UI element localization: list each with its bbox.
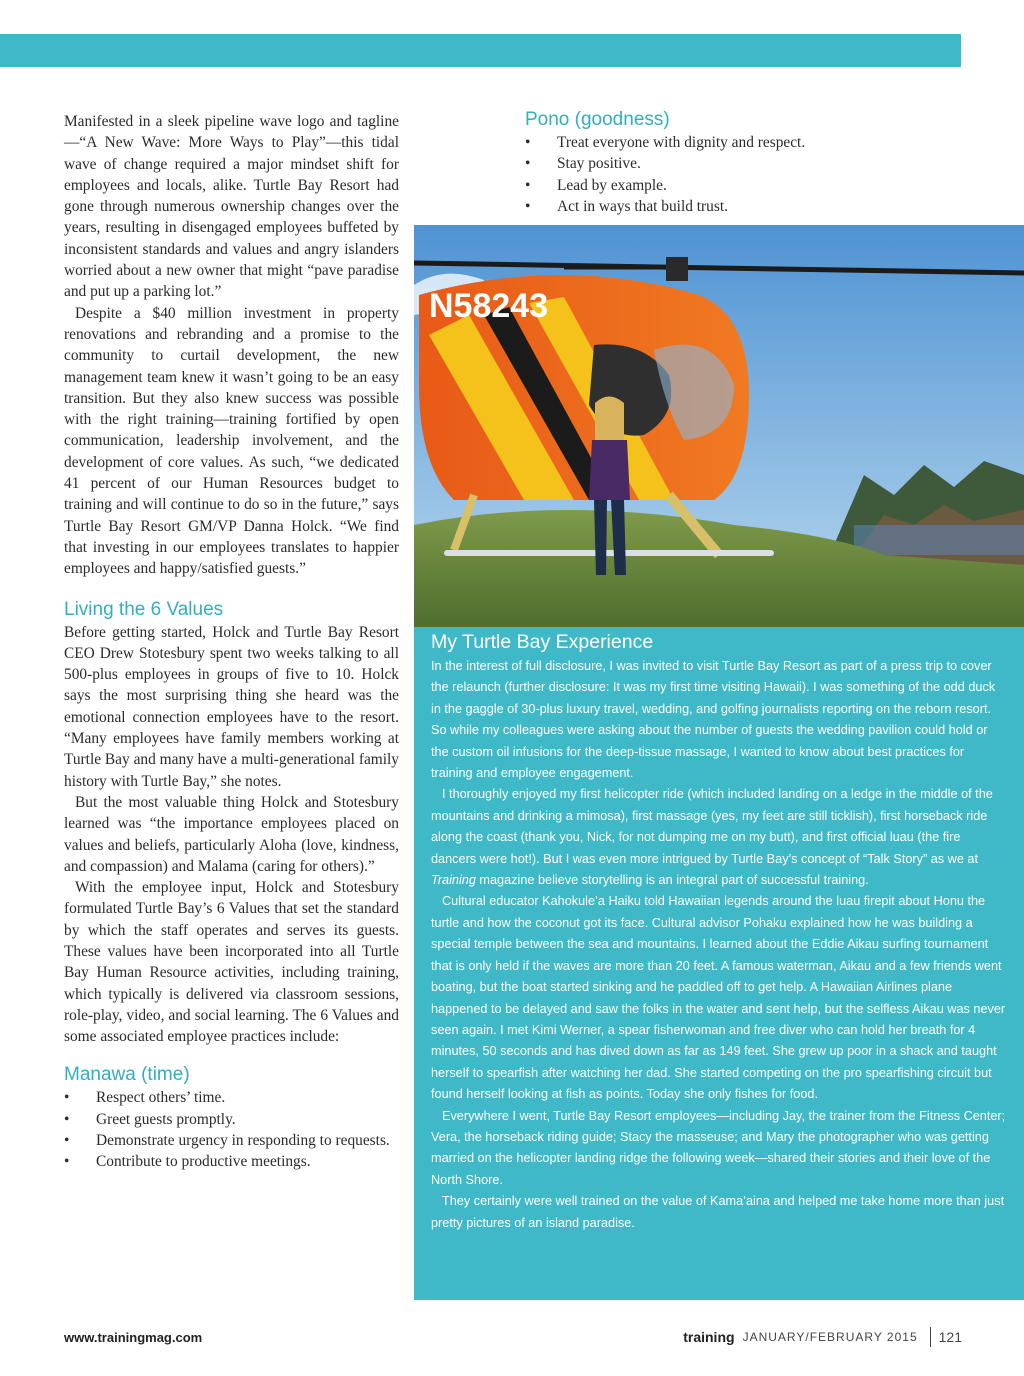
header-band	[0, 34, 961, 67]
bullet-icon: •	[64, 1110, 70, 1128]
footer-url: www.trainingmag.com	[64, 1330, 203, 1345]
sidebar-paragraph: Everywhere I went, Turtle Bay Resort employees—including Jay, the trainer from the Fitness Center; Vera, the horseback riding guide; Stacy the masseuse; and Mary the photographer who was getting married on the helicopter landing ridge the following week—shared their stories and their love of the North Shore.	[431, 1108, 1006, 1187]
body-paragraph: But the most valuable thing Holck and Stotesbury learned was “the importance employees placed on values and beliefs, particularly Aloha (love, kindness, and compassion) and Malama (caring for others).”	[64, 793, 399, 875]
page-number: 121	[938, 1329, 962, 1345]
body-paragraph: Manifested in a sleek pipeline wave logo and tagline—“A New Wave: More Ways to Play”—this tidal wave of change required a major mindset shift for employees and locals, alike. Turtle Bay Resort had gone through numerous ownership changes over the years, resulting in disengaged employees buffeted by inconsistent standards and values and angry islanders worried about a new owner that might “pave paradise and put up a parking lot.”	[64, 113, 399, 301]
section-heading-pono: Pono (goodness)	[525, 109, 670, 130]
body-paragraph: With the employee input, Holck and Stotesbury formulated Turtle Bay’s 6 Values that set the standard by which the staff operates and serves its guests. These values have been incorporated into all Turtle Bay Human Resource activities, including training, which typically is delivered via classroom sessions, role-play, video, and social learning. The 6 Values and some associated employee practices include:	[64, 879, 399, 1046]
list-item-text: Act in ways that build trust.	[557, 197, 728, 215]
list-item	[64, 1087, 399, 1108]
helicopter-illustration	[414, 225, 1024, 627]
helicopter-photo	[414, 225, 1024, 627]
bullet-icon: •	[64, 1132, 70, 1150]
bullet-icon: •	[64, 1089, 70, 1107]
list-item-text: Greet guests promptly.	[96, 1110, 236, 1128]
sidebar-text: I thoroughly enjoyed my first helicopter ride (which included landing on a ledge in the middle of the mountains and drinking a mimosa), first massage (yes, my feet are still ticklish), first horseback ride along the coast (thank you, Nick, for not dumping me on my butt), and first official luau (the fire dancers were hot!). But I was even more intrigued by Turtle Bay’s concept of “Talk Story” as we at	[431, 787, 993, 866]
sidebar-paragraph: They certainly were well trained on the value of Kama’aina and helped me take home more than just pretty pictures of an island paradise.	[431, 1194, 1005, 1230]
bullet-icon: •	[525, 197, 531, 215]
tail-number: N58243	[429, 287, 549, 325]
list-item-text: Stay positive.	[557, 155, 641, 173]
sidebar-text: magazine believe storytelling is an integral part of successful training.	[475, 873, 869, 888]
list-item-text: Lead by example.	[557, 176, 667, 194]
footer-brand: training	[683, 1329, 735, 1345]
list-item	[64, 1130, 399, 1151]
list-item	[525, 132, 965, 153]
sidebar-paragraph	[431, 784, 1008, 891]
footer-issue: JANUARY/FEBRUARY 2015	[742, 1330, 918, 1344]
list-item-text: Contribute to productive meetings.	[96, 1153, 311, 1171]
list-item-text: Respect others’ time.	[96, 1089, 226, 1107]
body-paragraph: Despite a $40 million investment in property renovations and rebranding and a promise to the community to curtail development, the new management team knew it wasn’t going to be an easy transition. But they also knew success was possible with the right training—training fortified by open communication, leadership involvement, and the development of core values. As such, “we dedicated 41 percent of our Human Resources budget to training and will continue to do so in the future,” says Turtle Bay Resort GM/VP Danna Holck. “We find that investing in our employees translates to happier employees and happy/satisfied guests.”	[64, 304, 399, 578]
body-paragraph: Before getting started, Holck and Turtle Bay Resort CEO Drew Stotesbury spent two weeks talking to all 500-plus employees in groups of five to 10. Holck says the most surprising thing she heard was the emotional connection employees have to the resort. “Many employees have family members working at Turtle Bay and many have a multi-generational family history with Turtle Bay,” she notes.	[64, 623, 399, 790]
left-column	[64, 111, 399, 1173]
footer-folio	[683, 1327, 962, 1347]
bullet-icon: •	[525, 176, 531, 194]
sidebar-paragraph: Cultural educator Kahokule’a Haiku told Hawaiian legends around the luau firepit about Honu the turtle and how the coconut got its face. Cultural advisor Pohaku explained how he was building a special temple between the sea and mountains. I learned about the Eddie Aikau surfing tournament that is only held if the waves are more than 20 feet. A famous waterman, Aikau and a few friends went boating, but the boat started sinking and he paddled off to get help. A Hawaiian Airlines plane happened to be delayed and saw the folks in the water and sent help, but the selfless Aikau was never seen again. I met Kimi Werner, a spear fisherwoman and free diver who can hold her breath for 4 minutes, 50 seconds and has dived down as far as 149 feet. She grew up poor in a shack and taught herself to spearfish after watching her dad. She started competing on the pro spearfishing circuit but found herself looking at fish as points. Today she only fishes for food.	[431, 894, 1006, 1102]
list-item	[64, 1109, 399, 1130]
section-heading-manawa: Manawa (time)	[64, 1064, 190, 1086]
pono-section	[525, 108, 965, 217]
bullet-icon: •	[525, 155, 531, 173]
section-heading-values: Living the 6 Values	[64, 598, 224, 620]
bullet-icon: •	[64, 1153, 70, 1171]
list-item	[525, 175, 965, 196]
list-item	[525, 196, 965, 217]
list-item	[64, 1151, 399, 1172]
list-item-text: Demonstrate urgency in responding to requests.	[96, 1132, 390, 1150]
footer-divider	[930, 1327, 931, 1347]
sidebar-paragraph: In the interest of full disclosure, I was invited to visit Turtle Bay Resort as part of a press trip to cover the relaunch (further disclosure: It was my first time visiting Hawaii). I was something of the odd duck in the gaggle of 30-plus luxury travel, wedding, and golfing journalists reporting on the reborn resort. So while my colleagues were asking about the number of guests the wedding pavilion could hold or the custom oil infusions for the deep-tissue massage, I wanted to know about best practices for training and employee engagement.	[431, 659, 996, 781]
pono-list	[525, 132, 965, 217]
sidebar-title: My Turtle Bay Experience	[431, 631, 654, 653]
list-item	[525, 153, 965, 174]
list-item-text: Treat everyone with dignity and respect.	[557, 134, 806, 151]
sidebar-box	[414, 627, 1024, 1300]
bullet-icon: •	[525, 134, 531, 151]
magazine-name: Training	[431, 873, 476, 888]
manawa-list	[64, 1087, 399, 1172]
